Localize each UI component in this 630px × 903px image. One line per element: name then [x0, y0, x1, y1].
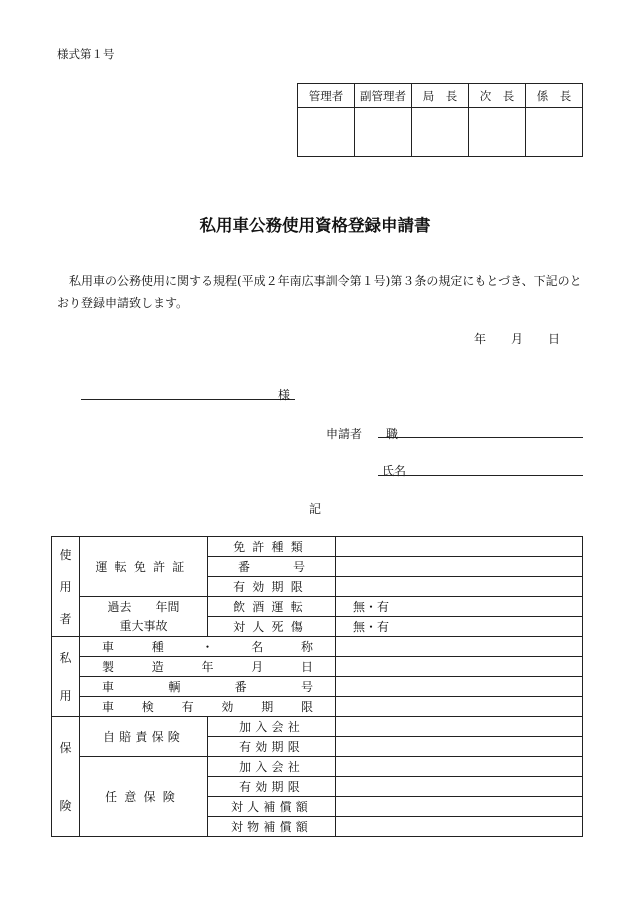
property-compensation-label: 対物補償額 — [208, 817, 336, 837]
registration-table — [51, 536, 583, 837]
car-type-label: 車 種 ・ 名 称 — [80, 637, 336, 657]
plate-number-label: 車 輌 番 号 — [80, 677, 336, 697]
license-kind-field[interactable] — [336, 537, 583, 557]
table-row — [52, 677, 583, 697]
table-row — [52, 657, 583, 677]
drunk-driving-label: 飲酒運転 — [208, 597, 336, 617]
approval-header-section-chief: 係 長 — [526, 84, 583, 108]
table-row — [52, 597, 583, 617]
form-number: 様式第１号 — [57, 47, 115, 61]
license-number-label: 番 号 — [208, 557, 336, 577]
voluntary-company-label: 加入会社 — [208, 757, 336, 777]
personal-compensation-label: 対人補償額 — [208, 797, 336, 817]
approval-stamp-cell[interactable] — [298, 108, 355, 157]
approval-header-manager: 管理者 — [298, 84, 355, 108]
date-day-label: 日 — [548, 332, 561, 346]
body-text: 私用車の公務使用に関する規程(平成２年南広事訓令第１号)第３条の規定にもとづき、下記のとおり登録申請致します。 — [57, 274, 582, 310]
car-type-field[interactable] — [336, 637, 583, 657]
name-label: 氏名 — [382, 464, 407, 478]
position-field[interactable] — [378, 437, 583, 438]
voluntary-insurance-label: 任意保険 — [80, 757, 208, 837]
voluntary-valid-field[interactable] — [336, 777, 583, 797]
approval-stamp-table — [297, 83, 583, 157]
table-row — [52, 717, 583, 737]
approval-stamp-cell[interactable] — [355, 108, 412, 157]
manufacture-date-field[interactable] — [336, 657, 583, 677]
table-row — [52, 757, 583, 777]
license-valid-field[interactable] — [336, 577, 583, 597]
compulsory-insurance-label: 自賠責保険 — [80, 717, 208, 757]
compulsory-valid-label: 有効期限 — [208, 737, 336, 757]
property-compensation-field[interactable] — [336, 817, 583, 837]
addressee-field[interactable] — [81, 399, 295, 400]
license-kind-label: 免許種類 — [208, 537, 336, 557]
section-private-car: 私 用 — [52, 637, 80, 717]
table-row — [52, 637, 583, 657]
license-valid-label: 有効期限 — [208, 577, 336, 597]
voluntary-valid-label: 有効期限 — [208, 777, 336, 797]
personal-compensation-field[interactable] — [336, 797, 583, 817]
table-row — [52, 697, 583, 717]
compulsory-valid-field[interactable] — [336, 737, 583, 757]
license-number-field[interactable] — [336, 557, 583, 577]
section-user: 使 用 者 — [52, 537, 80, 637]
table-row — [52, 537, 583, 557]
addressee-honorific: 様 — [278, 388, 291, 402]
section-insurance: 保 険 — [52, 717, 80, 837]
date-year-label: 年 — [474, 332, 487, 346]
license-label: 運転免許証 — [80, 537, 208, 597]
name-field[interactable] — [378, 475, 583, 476]
fatality-label: 対人死傷 — [208, 617, 336, 637]
inspection-expiry-field[interactable] — [336, 697, 583, 717]
plate-number-field[interactable] — [336, 677, 583, 697]
approval-stamp-cell[interactable] — [412, 108, 469, 157]
drunk-driving-value[interactable]: 無・有 — [336, 597, 583, 617]
approval-header-bureau-chief: 局 長 — [412, 84, 469, 108]
approval-header-deputy-chief: 次 長 — [469, 84, 526, 108]
voluntary-company-field[interactable] — [336, 757, 583, 777]
document-title: 私用車公務使用資格登録申請書 — [199, 216, 431, 235]
accident-label: 過去 年間 重大事故 — [80, 597, 208, 637]
position-label: 職 — [386, 427, 399, 441]
approval-stamp-cell[interactable] — [469, 108, 526, 157]
applicant-label: 申請者 — [326, 427, 363, 441]
manufacture-date-label: 製 造 年 月 日 — [80, 657, 336, 677]
compulsory-company-field[interactable] — [336, 717, 583, 737]
ki-heading: 記 — [308, 502, 321, 516]
approval-stamp-cell[interactable] — [526, 108, 583, 157]
compulsory-company-label: 加入会社 — [208, 717, 336, 737]
date-month-label: 月 — [511, 332, 524, 346]
fatality-value[interactable]: 無・有 — [336, 617, 583, 637]
approval-header-deputy-manager: 副管理者 — [355, 84, 412, 108]
inspection-expiry-label: 車 検 有 効 期 限 — [80, 697, 336, 717]
